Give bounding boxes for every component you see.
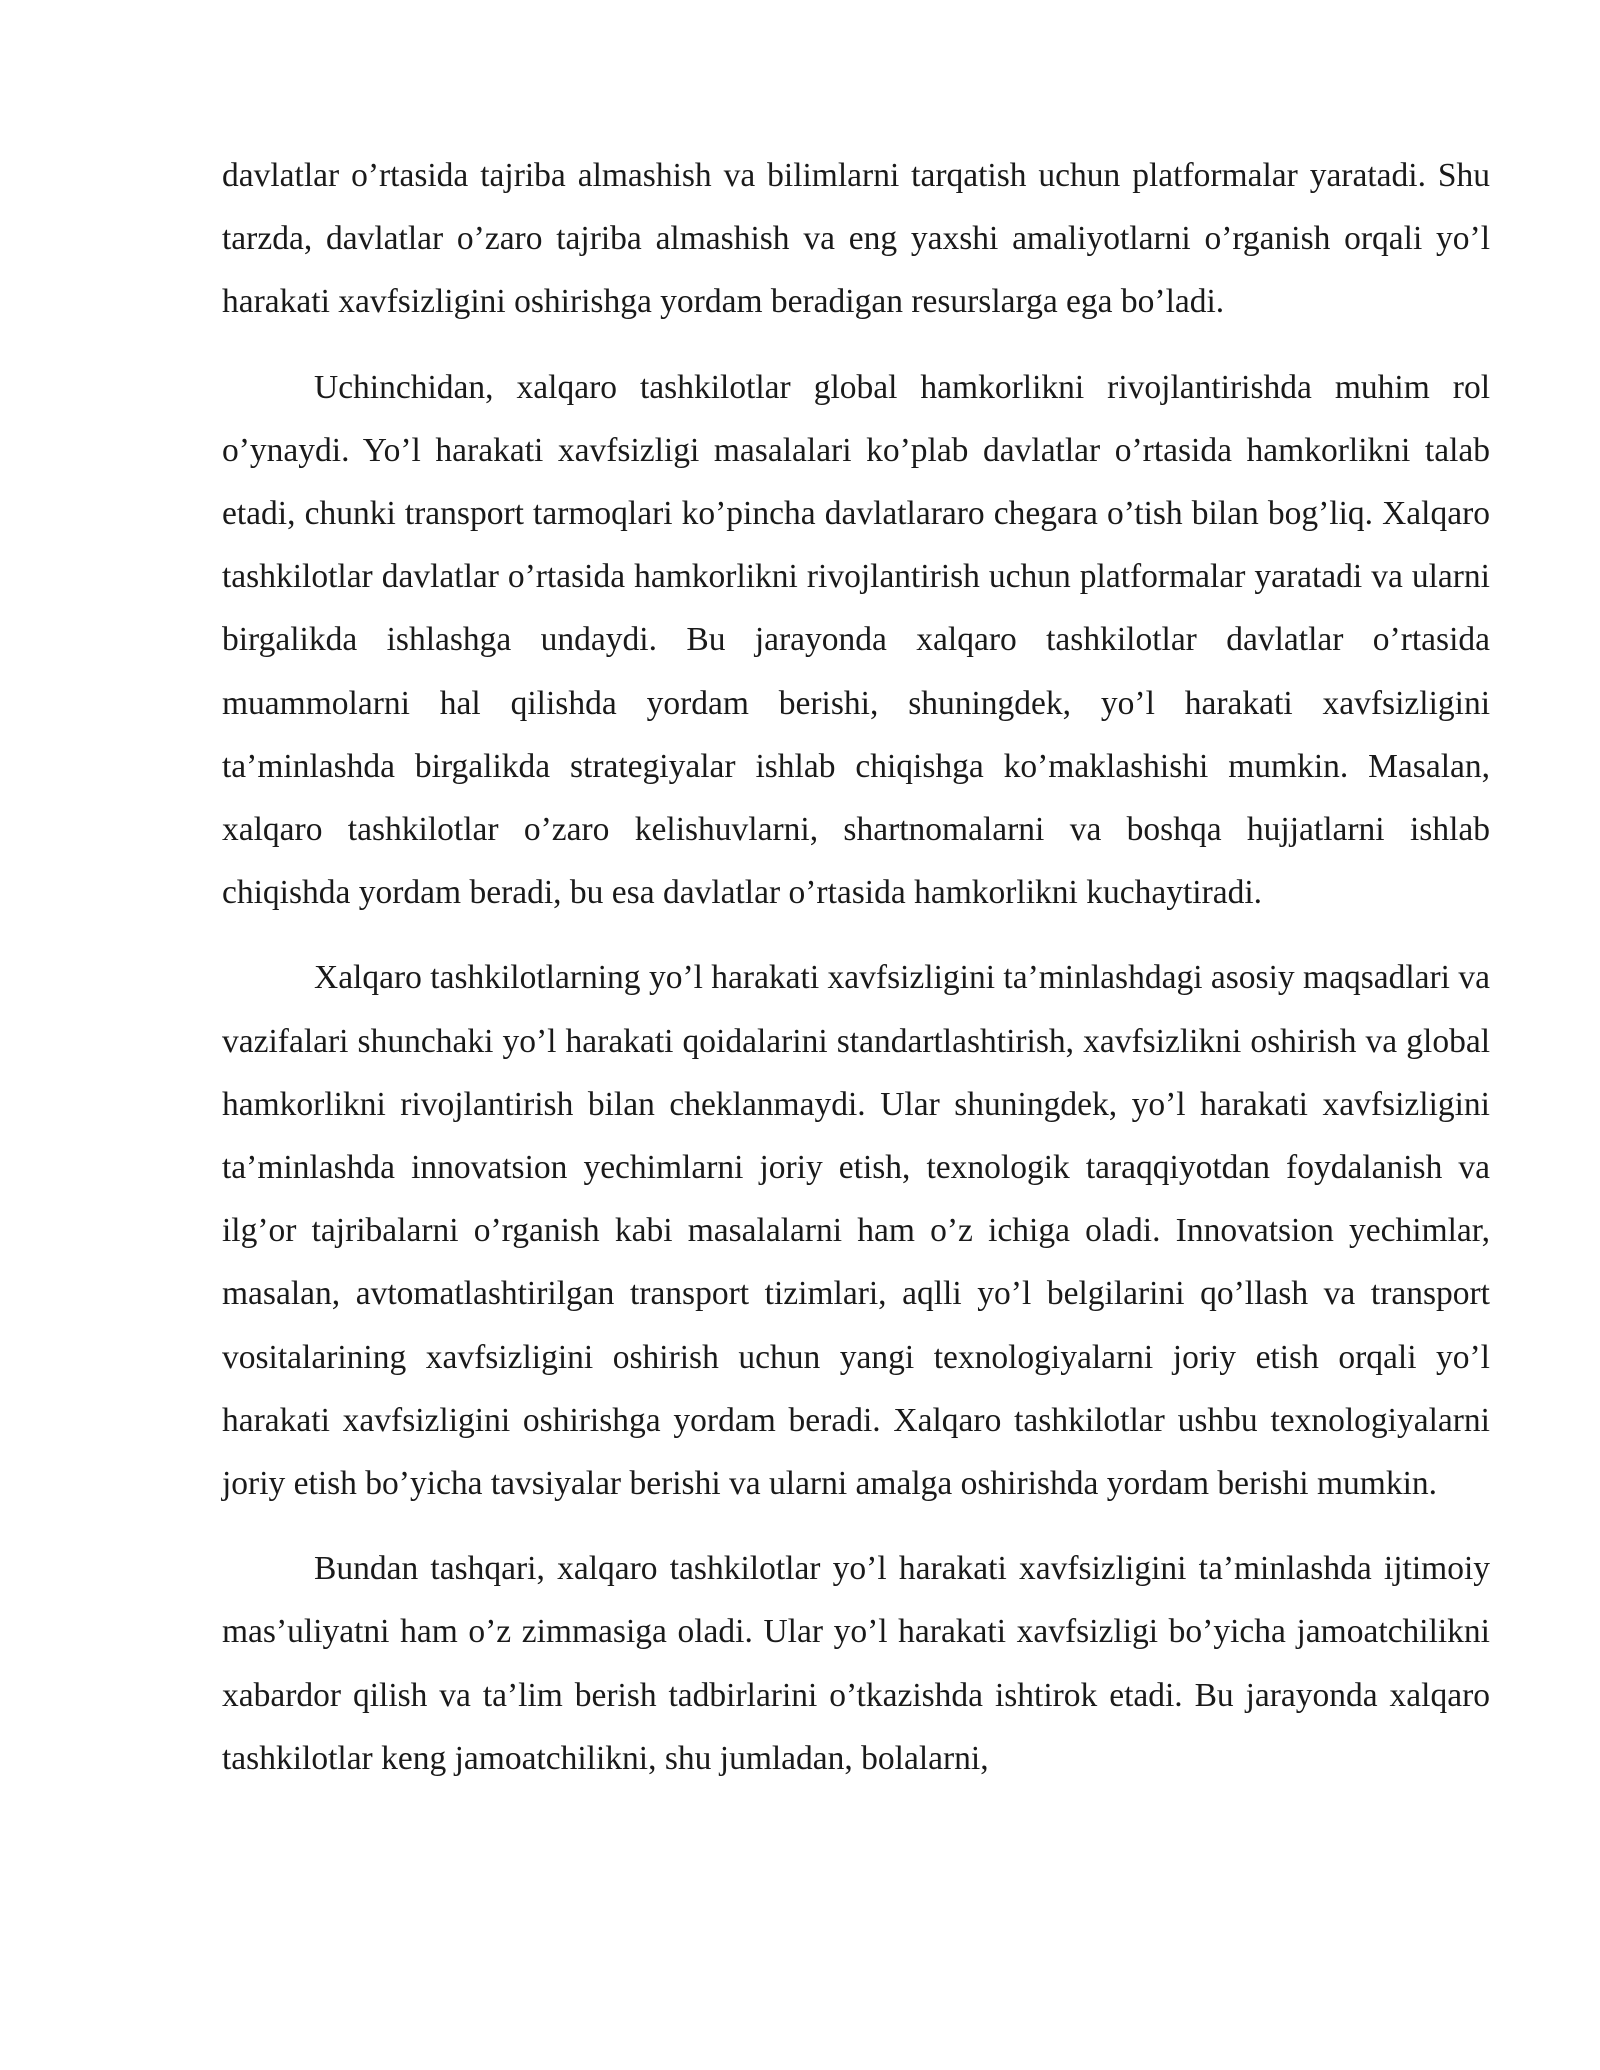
paragraph-1: davlatlar o’rtasida tajriba almashish va bilimlarni tarqatish uchun platformalar yaratadi. Shu tarzda, davlatlar o’zaro tajriba almashish va eng yaxshi amaliyotlarni o’rganish orqali yo’l harakati xavfsizligini oshirishga yordam beradigan resurslarga ega bo’ladi.: [222, 157, 1490, 321]
paragraph-3: Xalqaro tashkilotlarning yo’l harakati xavfsizligini ta’minlashdagi asosiy maqsadlari va vazifalari shunchaki yo’l harakati qoidalarini standartlashtirish, xavfsizlikni oshirish va global hamkorlikni rivojlantirish bilan cheklanmaydi. Ular shuningdek, yo’l harakati xavfsizligini ta’minlashda innovatsion yechimlarni joriy etish, texnologik taraqqiyotdan foydalanish va ilg’or tajribalarni o’rganish kabi masalalarni ham o’z ichiga oladi. Innovatsion yechimlar, masalan, avtomatlashtirilgan transport tizimlari, aqlli yo’l belgilarini qo’llash va transport vositalarining xavfsizligini oshirish uchun yangi texnologiyalarni joriy etish orqali yo’l harakati xavfsizligini oshirishga yordam beradi. Xalqaro tashkilotlar ushbu texnologiyalarni joriy etish bo’yicha tavsiyalar berishi va ularni amalga oshirishda yordam berishi mumkin.: [222, 959, 1490, 1503]
document-body: [222, 144, 1490, 1790]
paragraph-2: Uchinchidan, xalqaro tashkilotlar global hamkorlikni rivojlantirishda muhim rol o’ynaydi. Yo’l harakati xavfsizligi masalalari ko’plab davlatlar o’rtasida hamkorlikni talab etadi, chunki transport tarmoqlari ko’pincha davlatlararo chegara o’tish bilan bog’liq. Xalqaro tashkilotlar davlatlar o’rtasida hamkorlikni rivojlantirish uchun platformalar yaratadi va ularni birgalikda ishlashga undaydi. Bu jarayonda xalqaro tashkilotlar davlatlar o’rtasida muammolarni hal qilishda yordam berishi, shuningdek, yo’l harakati xavfsizligini ta’minlashda birgalikda strategiyalar ishlab chiqishga ko’maklashishi mumkin. Masalan, xalqaro tashkilotlar o’zaro kelishuvlarni, shartnomalarni va boshqa hujjatlarni ishlab chiqishda yordam beradi, bu esa davlatlar o’rtasida hamkorlikni kuchaytiradi.: [222, 368, 1490, 912]
paragraph-4: Bundan tashqari, xalqaro tashkilotlar yo’l harakati xavfsizligini ta’minlashda ijtimoiy mas’uliyatni ham o’z zimmasiga oladi. Ular yo’l harakati xavfsizligi bo’yicha jamoatchilikni xabardor qilish va ta’lim berish tadbirlarini o’tkazishda ishtirok etadi. Bu jarayonda xalqaro tashkilotlar keng jamoatchilikni, shu jumladan, bolalarni,: [222, 1550, 1490, 1777]
